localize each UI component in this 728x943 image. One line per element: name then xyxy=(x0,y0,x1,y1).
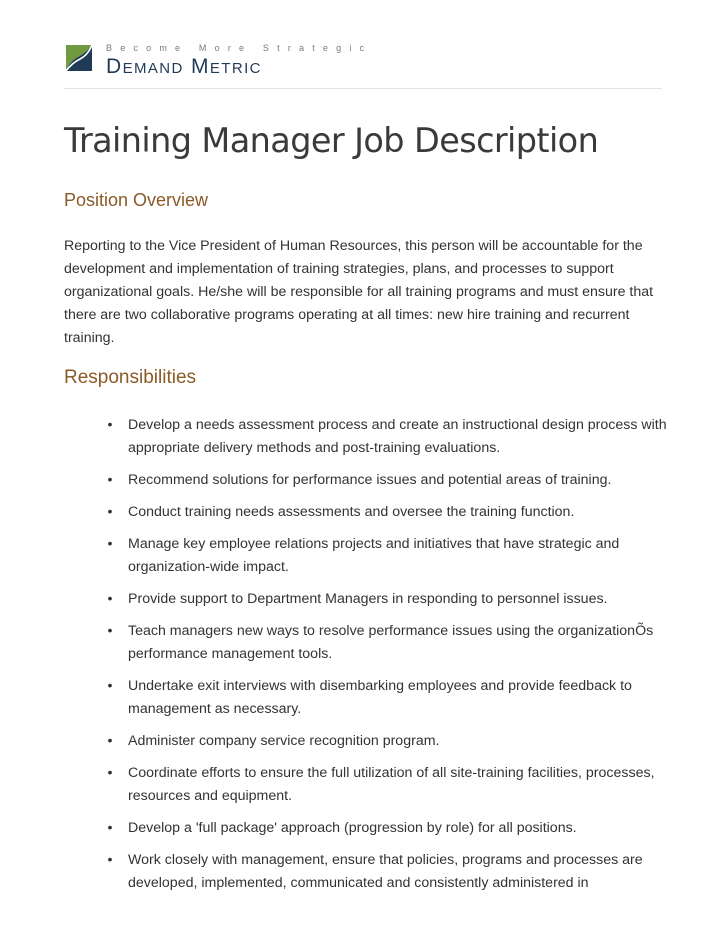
header-divider xyxy=(64,88,662,89)
list-item-text: Provide support to Department Managers in responding to personnel issues. xyxy=(128,591,608,607)
list-item xyxy=(107,501,673,524)
list-item-text: Recommend solutions for performance issues and potential areas of training. xyxy=(128,472,612,488)
demand-metric-logo-icon xyxy=(64,43,94,73)
bullet-icon: • xyxy=(107,852,113,868)
position-overview-text: Reporting to the Vice President of Human Resources, this person will be accountable for the development and implementation of training strategies, plans, and processes to support organizational goals. He/she will be responsible for all training programs and must ensure that there are two collaborative programs operating at all times: new hire training and recurrent training. xyxy=(64,238,654,346)
bullet-icon: • xyxy=(107,472,113,488)
list-item-text: Develop a needs assessment process and create an instructional design process with appropriate delivery methods and post-training evaluations. xyxy=(128,417,667,456)
document-title: Training Manager Job Description xyxy=(64,121,599,160)
list-item xyxy=(107,730,673,753)
list-item xyxy=(107,533,673,579)
list-item xyxy=(107,588,673,611)
bullet-icon: • xyxy=(107,591,113,607)
brand-tagline: Become More Strategic xyxy=(106,43,373,53)
bullet-icon: • xyxy=(107,504,113,520)
list-item xyxy=(107,414,673,460)
list-item-text: Conduct training needs assessments and oversee the training function. xyxy=(128,504,575,520)
list-item xyxy=(107,620,673,666)
list-item xyxy=(107,762,673,808)
bullet-icon: • xyxy=(107,733,113,749)
list-item-text: Manage key employee relations projects and initiatives that have strategic and organization-wide impact. xyxy=(128,536,620,575)
list-item xyxy=(107,817,673,840)
list-item-text: Administer company service recognition program. xyxy=(128,733,440,749)
header xyxy=(64,40,664,90)
list-item xyxy=(107,849,673,895)
bullet-icon: • xyxy=(107,417,113,433)
bullet-icon: • xyxy=(107,765,113,781)
list-item-text: Develop a 'full package' approach (progression by role) for all positions. xyxy=(128,820,577,836)
responsibilities-list xyxy=(107,414,673,904)
bullet-icon: • xyxy=(107,678,113,694)
list-item-text: Work closely with management, ensure that policies, programs and processes are developed, implemented, communicated and consistently administered in xyxy=(128,852,643,891)
responsibilities-heading: Responsibilities xyxy=(64,367,197,388)
bullet-icon: • xyxy=(107,623,113,639)
list-item-text: Coordinate efforts to ensure the full utilization of all site-training facilities, processes, resources and equipment. xyxy=(128,765,655,804)
list-item-text: Undertake exit interviews with disembarking employees and provide feedback to management as necessary. xyxy=(128,678,632,717)
position-overview-heading: Position Overview xyxy=(64,190,209,210)
bullet-icon: • xyxy=(107,820,113,836)
brand-name: Demand Metric xyxy=(106,55,262,78)
list-item xyxy=(107,675,673,721)
bullet-icon: • xyxy=(107,536,113,552)
list-item-text: Teach managers new ways to resolve performance issues using the organizationÕs performance management tools. xyxy=(128,623,654,662)
list-item xyxy=(107,469,673,492)
